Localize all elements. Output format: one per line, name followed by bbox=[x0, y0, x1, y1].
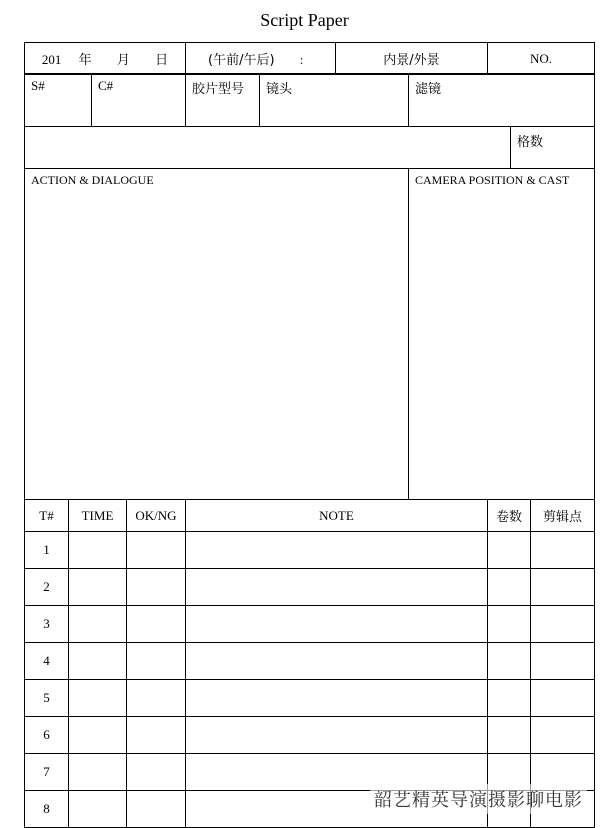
header-table bbox=[24, 42, 595, 75]
time-header: TIME bbox=[69, 500, 127, 532]
ok-ng-cell[interactable] bbox=[127, 717, 186, 754]
take-number: 2 bbox=[25, 569, 69, 606]
time-cell[interactable] bbox=[69, 569, 127, 606]
ok-ng-header: OK/NG bbox=[127, 500, 186, 532]
take-number: 3 bbox=[25, 606, 69, 643]
reel-header: 卷数 bbox=[488, 500, 531, 532]
number-cell[interactable]: NO. bbox=[488, 43, 595, 75]
film-type-label: 胶片型号 bbox=[192, 82, 245, 97]
year-value: 201 bbox=[41, 52, 62, 67]
cut-number-cell[interactable] bbox=[92, 74, 186, 127]
time-cell[interactable] bbox=[69, 680, 127, 717]
body-table bbox=[24, 168, 595, 500]
table-row bbox=[25, 569, 595, 606]
reel-cell[interactable] bbox=[488, 680, 531, 717]
time-cell[interactable] bbox=[186, 43, 336, 75]
frames-cell[interactable] bbox=[511, 127, 595, 169]
take-number: 7 bbox=[25, 754, 69, 791]
time-label: (午前/午后) bbox=[208, 53, 275, 68]
camera-cast-area[interactable] bbox=[409, 169, 595, 500]
reel-cell[interactable] bbox=[488, 643, 531, 680]
takes-header-row bbox=[25, 500, 595, 532]
lens-label: 镜头 bbox=[266, 82, 293, 97]
reel-cell[interactable] bbox=[488, 606, 531, 643]
note-cell[interactable] bbox=[186, 569, 488, 606]
take-number: 5 bbox=[25, 680, 69, 717]
note-cell[interactable] bbox=[186, 680, 488, 717]
year-unit: 年 bbox=[78, 53, 92, 68]
note-cell[interactable] bbox=[186, 606, 488, 643]
time-cell[interactable] bbox=[69, 791, 127, 828]
info-table bbox=[24, 73, 595, 169]
action-dialogue-label: ACTION & DIALOGUE bbox=[31, 173, 154, 187]
ok-ng-cell[interactable] bbox=[127, 680, 186, 717]
note-cell[interactable] bbox=[186, 717, 488, 754]
table-row bbox=[25, 680, 595, 717]
ok-ng-cell[interactable] bbox=[127, 643, 186, 680]
note-cell[interactable] bbox=[186, 532, 488, 569]
day-unit: 日 bbox=[155, 53, 169, 68]
reel-cell[interactable] bbox=[488, 717, 531, 754]
frames-label: 格数 bbox=[517, 135, 544, 150]
action-dialogue-area[interactable] bbox=[25, 169, 409, 500]
take-number: 1 bbox=[25, 532, 69, 569]
month-unit: 月 bbox=[116, 53, 130, 68]
table-row bbox=[25, 717, 595, 754]
filter-label: 滤镜 bbox=[415, 82, 442, 97]
take-number: 8 bbox=[25, 791, 69, 828]
reel-cell[interactable] bbox=[488, 569, 531, 606]
table-row bbox=[25, 606, 595, 643]
time-cell[interactable] bbox=[69, 606, 127, 643]
ok-ng-cell[interactable] bbox=[127, 754, 186, 791]
edit-point-header: 剪辑点 bbox=[531, 500, 595, 532]
take-number: 6 bbox=[25, 717, 69, 754]
page-title: Script Paper bbox=[260, 10, 349, 30]
time-cell[interactable] bbox=[69, 643, 127, 680]
watermark: 韶艺精英导演摄影聊电影 bbox=[370, 784, 587, 814]
ok-ng-cell[interactable] bbox=[127, 791, 186, 828]
date-cell[interactable] bbox=[25, 43, 186, 75]
scene-number-label: S# bbox=[31, 78, 45, 93]
cut-number-label: C# bbox=[98, 78, 114, 93]
time-cell[interactable] bbox=[69, 532, 127, 569]
ok-ng-cell[interactable] bbox=[127, 606, 186, 643]
take-header: T# bbox=[25, 500, 69, 532]
ok-ng-cell[interactable] bbox=[127, 532, 186, 569]
edit-point-cell[interactable] bbox=[531, 680, 595, 717]
takes-table bbox=[24, 499, 595, 828]
film-type-cell[interactable] bbox=[186, 74, 260, 127]
filter-cell[interactable] bbox=[409, 74, 595, 127]
camera-cast-label: CAMERA POSITION & CAST bbox=[415, 173, 570, 187]
edit-point-cell[interactable] bbox=[531, 717, 595, 754]
edit-point-cell[interactable] bbox=[531, 643, 595, 680]
table-row bbox=[25, 643, 595, 680]
edit-point-cell[interactable] bbox=[531, 606, 595, 643]
reel-cell[interactable] bbox=[488, 532, 531, 569]
ok-ng-cell[interactable] bbox=[127, 569, 186, 606]
time-cell[interactable] bbox=[69, 754, 127, 791]
edit-point-cell[interactable] bbox=[531, 569, 595, 606]
take-number: 4 bbox=[25, 643, 69, 680]
scene-type-cell[interactable]: 内景/外景 bbox=[336, 43, 488, 75]
note-cell[interactable] bbox=[186, 643, 488, 680]
scene-number-cell[interactable] bbox=[25, 74, 92, 127]
edit-point-cell[interactable] bbox=[531, 532, 595, 569]
frames-blank-cell[interactable] bbox=[25, 127, 511, 169]
time-separator: : bbox=[299, 52, 304, 67]
lens-cell[interactable] bbox=[260, 74, 409, 127]
table-row bbox=[25, 532, 595, 569]
note-header: NOTE bbox=[186, 500, 488, 532]
time-cell[interactable] bbox=[69, 717, 127, 754]
